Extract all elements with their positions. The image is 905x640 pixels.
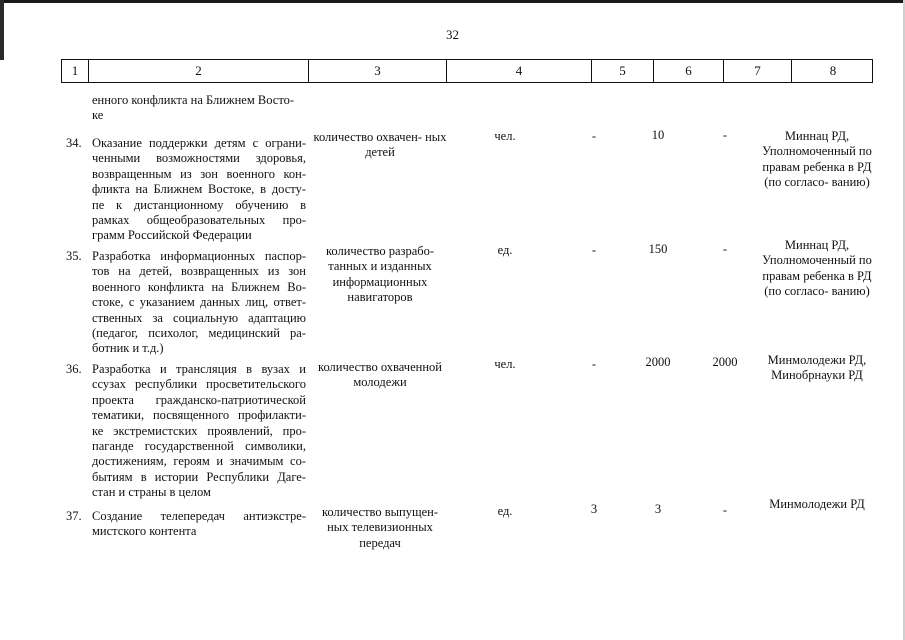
- header-col-8: 8: [829, 63, 837, 78]
- row-indicator: количество разрабо- танных и изданных информационных навигаторов: [325, 244, 435, 305]
- row-description: Оказание поддержки детям с ограни- ченными возможностями здоровья, возвращенным из зон военного кон- фликта на Ближнем Востоке, в досту- пе к дистанционному обучению в рамках общеобразовательных про- грамм Российской Федерации: [92, 136, 306, 243]
- header-col-2: 2: [89, 60, 309, 82]
- header-col-5: 5: [592, 60, 654, 82]
- row-value-col5: -: [591, 243, 597, 257]
- row-executor: Минмолодежи РД, Минобрнауки РД: [767, 353, 867, 383]
- row-unit: чел.: [494, 129, 516, 143]
- row-value-col7: -: [722, 242, 728, 256]
- scan-edge-left: [0, 0, 4, 60]
- row-description: Создание телепередач антиэкстре- мистского контента: [92, 509, 306, 539]
- continuation-text: енного конфликта на Ближнем Восто- ке: [92, 93, 295, 123]
- header-col-3: 3: [309, 60, 447, 82]
- row-value-col6: 150: [648, 242, 668, 256]
- row-value-col7: 2000: [712, 355, 738, 369]
- row-value-col6: 3: [654, 502, 662, 516]
- row-unit: ед.: [497, 504, 513, 518]
- row-value-col7: -: [722, 503, 728, 517]
- row-indicator: количество охвачен- ных детей: [313, 130, 447, 160]
- row-value-col7: -: [722, 128, 728, 142]
- row-value-col5: -: [591, 129, 597, 143]
- scan-edge-top: [0, 0, 905, 3]
- row-indicator: количество выпущен- ных телевизионных передач: [321, 505, 439, 550]
- row-executor: Миннац РД, Уполномоченный по правам ребенка в РД (по согласо- ванию): [762, 238, 872, 299]
- row-executor: Миннац РД, Уполномоченный по правам ребенка в РД (по согласо- ванию): [762, 129, 872, 190]
- row-unit: чел.: [494, 357, 516, 371]
- row-value-col5: -: [591, 357, 597, 371]
- row-value-col6: 2000: [645, 355, 671, 369]
- row-unit: ед.: [497, 243, 513, 257]
- header-col-1: 1: [62, 60, 89, 82]
- header-col-7: 7: [724, 60, 792, 82]
- row-number: 36.: [66, 362, 82, 376]
- row-indicator: количество охваченной молодежи: [318, 360, 442, 390]
- row-number: 34.: [66, 136, 82, 150]
- row-number: 37.: [66, 509, 82, 523]
- row-executor: Минмолодежи РД: [769, 497, 865, 511]
- row-value-col5: 3: [590, 502, 598, 516]
- header-col-4: 4: [447, 60, 592, 82]
- row-description: Разработка и трансляция в вузах и ссузах республики просветительского проекта гражданско-патриотической тематики, посвященного профилакти- ке экстремистских проявлений, про- паганде государственной символики, достижениям, героям и значимым со- бытиям в истории Республики Даге- стан и страны в целом: [92, 362, 306, 500]
- row-description: Разработка информационных паспор- тов на детей, возвращенных из зон военного конфликта на Ближнем Во- стоке, с указанием данных лиц, ответ- ственных за социальную адаптацию (педагог, психолог, медицинский ра- ботник и т.д.): [92, 249, 306, 356]
- page-number: 32: [446, 27, 459, 42]
- row-value-col6: 10: [651, 128, 665, 142]
- row-number: 35.: [66, 249, 82, 263]
- header-col-6: 6: [654, 60, 724, 82]
- table-header-row: [61, 59, 873, 83]
